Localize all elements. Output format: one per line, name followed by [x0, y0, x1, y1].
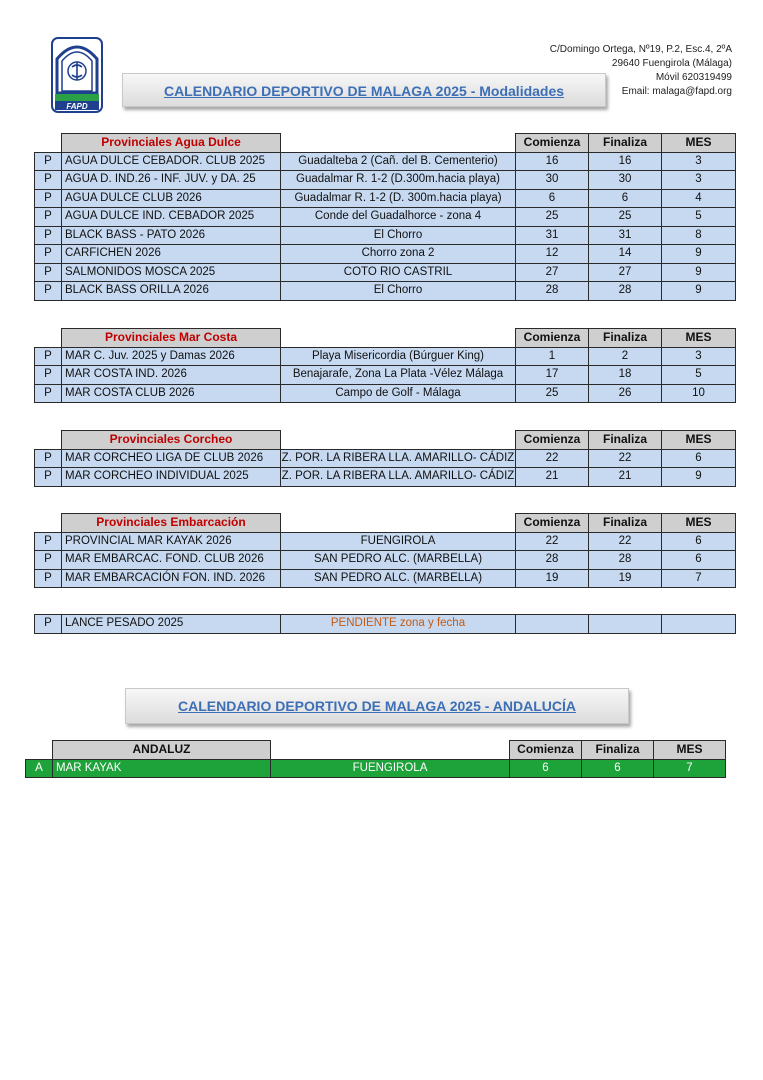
row-end — [589, 615, 662, 634]
row-place: Guadalmar R. 1-2 (D. 300m.hacia playa) — [281, 189, 516, 208]
row-start: 27 — [516, 263, 589, 282]
row-end: 2 — [589, 347, 662, 366]
row-place: FUENGIROLA — [271, 759, 510, 778]
row-start: 6 — [510, 759, 582, 778]
row-place: El Chorro — [281, 226, 516, 245]
row-month: 3 — [662, 171, 736, 190]
col-start: Comienza — [516, 134, 589, 153]
table-row — [35, 384, 736, 403]
col-end: Finaliza — [582, 741, 654, 760]
col-month: MES — [662, 431, 736, 450]
section-header — [35, 514, 736, 533]
row-name: MAR COSTA CLUB 2026 — [62, 384, 281, 403]
row-place: COTO RIO CASTRIL — [281, 263, 516, 282]
row-end: 6 — [582, 759, 654, 778]
row-name: PROVINCIAL MAR KAYAK 2026 — [62, 532, 281, 551]
row-start: 17 — [516, 366, 589, 385]
row-month: 9 — [662, 245, 736, 264]
col-start: Comienza — [516, 431, 589, 450]
table-row — [35, 282, 736, 301]
row-end: 14 — [589, 245, 662, 264]
row-place-pending: PENDIENTE zona y fecha — [281, 615, 516, 634]
row-month: 3 — [662, 152, 736, 171]
row-name: SALMONIDOS MOSCA 2025 — [62, 263, 281, 282]
col-month: MES — [662, 329, 736, 348]
row-place: SAN PEDRO ALC. (MARBELLA) — [281, 569, 516, 588]
row-name: MAR EMBARCACIÓN FON. IND. 2026 — [62, 569, 281, 588]
row-name: MAR COSTA IND. 2026 — [62, 366, 281, 385]
address-phone: Móvil 620319499 — [655, 72, 732, 83]
row-month: 3 — [662, 347, 736, 366]
row-place: Benajarafe, Zona La Plata -Vélez Málaga — [281, 366, 516, 385]
table-row — [35, 615, 736, 634]
row-place: Playa Misericordia (Búrguer King) — [281, 347, 516, 366]
row-start: 1 — [516, 347, 589, 366]
row-start: 30 — [516, 171, 589, 190]
row-name: MAR KAYAK — [53, 759, 271, 778]
row-start: 22 — [516, 449, 589, 468]
table-row — [35, 366, 736, 385]
row-month: 6 — [662, 551, 736, 570]
row-type: P — [35, 468, 62, 487]
row-month: 7 — [662, 569, 736, 588]
table-row — [35, 189, 736, 208]
andalucia-title: CALENDARIO DEPORTIVO DE MALAGA 2025 - ANDALUCÍA — [125, 688, 629, 724]
row-name: AGUA DULCE CEBADOR. CLUB 2025 — [62, 152, 281, 171]
col-start: Comienza — [510, 741, 582, 760]
row-end: 19 — [589, 569, 662, 588]
pending-table — [34, 614, 736, 634]
col-start: Comienza — [516, 329, 589, 348]
section-title: Provinciales Embarcación — [62, 514, 281, 533]
section-header — [35, 329, 736, 348]
row-start: 19 — [516, 569, 589, 588]
row-end: 22 — [589, 532, 662, 551]
table-row — [35, 347, 736, 366]
col-end: Finaliza — [589, 431, 662, 450]
section-andalucia — [25, 740, 726, 778]
row-name: MAR C. Juv. 2025 y Damas 2026 — [62, 347, 281, 366]
table-row — [35, 245, 736, 264]
col-end: Finaliza — [589, 329, 662, 348]
row-end: 18 — [589, 366, 662, 385]
logo-text: FAPD — [66, 102, 88, 111]
col-end: Finaliza — [589, 514, 662, 533]
row-month: 8 — [662, 226, 736, 245]
section-title: Provinciales Corcheo — [62, 431, 281, 450]
row-type: P — [35, 282, 62, 301]
address-email: Email: malaga@fapd.org — [621, 86, 732, 97]
row-name: MAR EMBARCAC. FOND. CLUB 2026 — [62, 551, 281, 570]
row-start: 28 — [516, 551, 589, 570]
row-type: P — [35, 226, 62, 245]
row-end: 26 — [589, 384, 662, 403]
row-type: P — [35, 245, 62, 264]
row-name: AGUA D. IND.26 - INF. JUV. y DA. 25 — [62, 171, 281, 190]
row-type: P — [35, 347, 62, 366]
col-month: MES — [654, 741, 726, 760]
row-month: 9 — [662, 282, 736, 301]
table-row — [35, 263, 736, 282]
row-end: 21 — [589, 468, 662, 487]
row-month: 5 — [662, 366, 736, 385]
row-end: 22 — [589, 449, 662, 468]
row-place: FUENGIROLA — [281, 532, 516, 551]
table-row — [35, 208, 736, 227]
row-month: 6 — [662, 532, 736, 551]
row-start: 25 — [516, 384, 589, 403]
row-place: Z. POR. LA RIBERA LLA. AMARILLO- CÁDIZ — [281, 468, 516, 487]
row-name: AGUA DULCE IND. CEBADOR 2025 — [62, 208, 281, 227]
table-row — [35, 152, 736, 171]
row-type: A — [26, 759, 53, 778]
table-row — [26, 759, 726, 778]
table-row — [35, 532, 736, 551]
row-type: P — [35, 569, 62, 588]
row-end: 16 — [589, 152, 662, 171]
row-type: P — [35, 551, 62, 570]
row-month: 9 — [662, 468, 736, 487]
row-type: P — [35, 152, 62, 171]
row-type: P — [35, 171, 62, 190]
col-end: Finaliza — [589, 134, 662, 153]
section-mar-costa — [34, 328, 736, 403]
row-end: 28 — [589, 282, 662, 301]
row-place: Guadalteba 2 (Cañ. del B. Cementerio) — [281, 152, 516, 171]
address-street: C/Domingo Ortega, Nº19, P.2, Esc.4, 2ºA — [549, 44, 732, 55]
row-type: P — [35, 208, 62, 227]
section-embarcacion — [34, 513, 736, 588]
table-row — [35, 569, 736, 588]
row-month: 4 — [662, 189, 736, 208]
col-month: MES — [662, 134, 736, 153]
row-month — [662, 615, 736, 634]
table-row — [35, 171, 736, 190]
row-type: P — [35, 532, 62, 551]
page-title: CALENDARIO DEPORTIVO DE MALAGA 2025 - Modalidades — [122, 73, 606, 107]
row-place: Conde del Guadalhorce - zona 4 — [281, 208, 516, 227]
row-type: P — [35, 449, 62, 468]
row-name: BLACK BASS ORILLA 2026 — [62, 282, 281, 301]
row-start: 22 — [516, 532, 589, 551]
table-row — [35, 468, 736, 487]
row-month: 10 — [662, 384, 736, 403]
row-type: P — [35, 384, 62, 403]
row-name: CARFICHEN 2026 — [62, 245, 281, 264]
row-end: 30 — [589, 171, 662, 190]
section-title: Provinciales Agua Dulce — [62, 134, 281, 153]
row-start: 21 — [516, 468, 589, 487]
row-type: P — [35, 263, 62, 282]
row-start — [516, 615, 589, 634]
row-name: MAR CORCHEO INDIVIDUAL 2025 — [62, 468, 281, 487]
row-end: 28 — [589, 551, 662, 570]
row-name: LANCE PESADO 2025 — [62, 615, 281, 634]
row-month: 6 — [662, 449, 736, 468]
section-header — [35, 431, 736, 450]
row-name: AGUA DULCE CLUB 2026 — [62, 189, 281, 208]
row-start: 25 — [516, 208, 589, 227]
table-row — [35, 226, 736, 245]
section-agua-dulce — [34, 133, 736, 301]
row-place: Chorro zona 2 — [281, 245, 516, 264]
row-type: P — [35, 366, 62, 385]
row-end: 25 — [589, 208, 662, 227]
address-city: 29640 Fuengirola (Málaga) — [611, 58, 732, 69]
col-month: MES — [662, 514, 736, 533]
row-start: 28 — [516, 282, 589, 301]
row-month: 7 — [654, 759, 726, 778]
row-name: BLACK BASS - PATO 2026 — [62, 226, 281, 245]
row-place: Campo de Golf - Málaga — [281, 384, 516, 403]
row-end: 31 — [589, 226, 662, 245]
row-end: 27 — [589, 263, 662, 282]
row-type: P — [35, 189, 62, 208]
table-row — [35, 449, 736, 468]
row-name: MAR CORCHEO LIGA DE CLUB 2026 — [62, 449, 281, 468]
row-type: P — [35, 615, 62, 634]
row-start: 6 — [516, 189, 589, 208]
row-place: SAN PEDRO ALC. (MARBELLA) — [281, 551, 516, 570]
section-header — [26, 741, 726, 760]
table-row — [35, 551, 736, 570]
section-title: Provinciales Mar Costa — [62, 329, 281, 348]
row-place: Guadalmar R. 1-2 (D.300m.hacia playa) — [281, 171, 516, 190]
row-place: Z. POR. LA RIBERA LLA. AMARILLO- CÁDIZ — [281, 449, 516, 468]
fapd-logo — [51, 37, 103, 113]
section-corcheo — [34, 430, 736, 487]
section-header — [35, 134, 736, 153]
row-place: El Chorro — [281, 282, 516, 301]
row-start: 12 — [516, 245, 589, 264]
row-end: 6 — [589, 189, 662, 208]
section-title: ANDALUZ — [53, 741, 271, 760]
row-start: 31 — [516, 226, 589, 245]
row-start: 16 — [516, 152, 589, 171]
row-month: 5 — [662, 208, 736, 227]
col-start: Comienza — [516, 514, 589, 533]
row-month: 9 — [662, 263, 736, 282]
